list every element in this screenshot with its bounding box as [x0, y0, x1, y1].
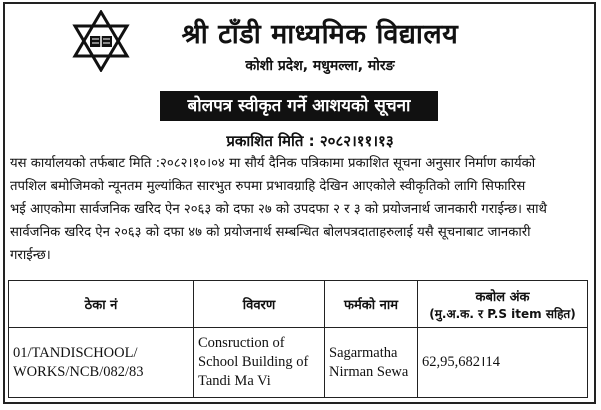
school-name: श्री टाँडी माध्यमिक विद्यालय — [181, 19, 459, 50]
table-row — [9, 328, 588, 398]
notice-body-line: यस कार्यालयको तर्फबाट मिति :२०८२।१०।०४ मा सौर्य दैनिक पत्रिकामा प्रकाशित सूचना अनुसार निर्माण कार्यको — [10, 156, 536, 171]
notice-title-banner: बोलपत्र स्वीकृत गर्ने आशयको सूचना — [160, 91, 438, 121]
notice-body-line: सार्वजनिक खरिद ऐन २०६३ को दफा ४७ को प्रयोजनार्थ सम्बन्धित बोलपत्रदाताहरुलाई यसै सूचनाबाट जानकारी — [10, 225, 531, 240]
header-firm-name: फर्मको नाम — [325, 281, 418, 328]
cell-contract-no: 01/TANDISCHOOL/ WORKS/NCB/082/83 — [9, 328, 194, 398]
notice-body-line: गराईन्छ। — [10, 248, 51, 263]
school-address: कोशी प्रदेश, मधुमल्ला, मोरङ — [245, 58, 395, 74]
published-date: प्रकाशित मिति : २०८२।११।१३ — [226, 132, 394, 150]
notice-body-line: भई आएकोमा सार्वजनिक खरिद ऐन २०६३ को दफा २७ को उपदफा २ र ३ को प्रयोजनार्थ जानकारी गराईन्छ। साथै — [10, 202, 547, 217]
contract-table — [8, 280, 588, 398]
header-bid-amount-note: (मु.अ.क. र P.S item सहित) — [429, 306, 576, 321]
header-contract-no: ठेका नं — [9, 281, 194, 328]
notice-body — [10, 152, 592, 267]
cell-firm-name: Sagarmatha Nirman Sewa — [325, 328, 418, 398]
cell-description: Consruction of School Building of Tandi Ma Vi — [194, 328, 325, 398]
header-bid-amount-label: कबोल अंक — [475, 289, 530, 305]
notice-body-line: तपशिल बमोजिमको न्यूनतम मुल्यांकित सारभुत रुपमा प्रभावग्राहि देखिन आएकोले स्वीकृतिको लागि सिफारिस — [10, 179, 526, 194]
cell-bid-amount: 62,95,682।14 — [418, 328, 588, 398]
header-bid-amount — [418, 281, 588, 328]
school-emblem-icon — [72, 10, 130, 72]
table-header-row — [9, 281, 588, 328]
header-description: विवरण — [194, 281, 325, 328]
